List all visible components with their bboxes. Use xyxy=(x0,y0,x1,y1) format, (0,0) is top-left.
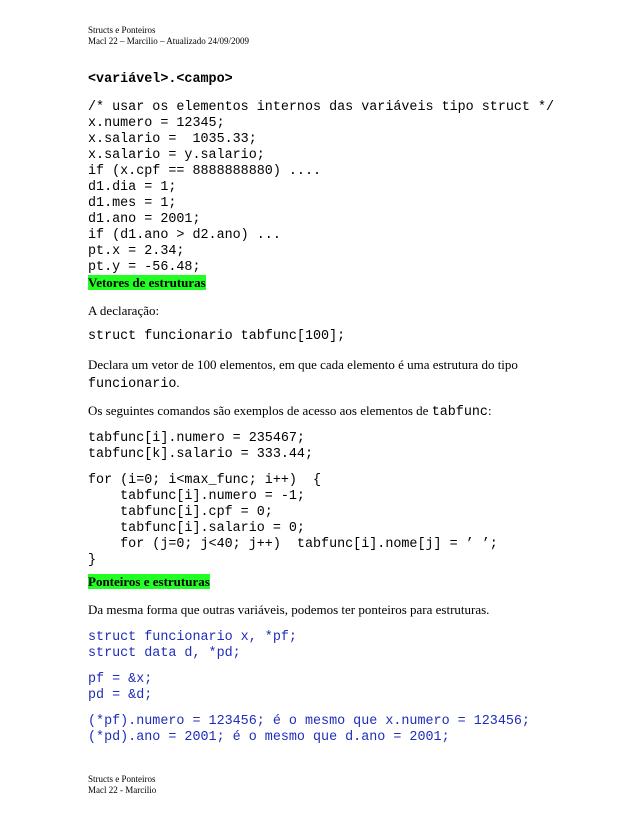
declares-type: funcionario xyxy=(88,377,177,392)
examples-paragraph xyxy=(88,403,492,421)
examples-text: Os seguintes comandos são exemplos de acesso aos elementos de xyxy=(88,403,429,418)
declares-paragraph xyxy=(88,357,518,393)
examples-end: : xyxy=(487,403,492,418)
section-heading-vetores xyxy=(88,275,206,291)
footer-title: Structs e Ponteiros xyxy=(88,774,156,784)
syntax-title: <variável>.<campo> xyxy=(88,72,233,87)
code-block-pointer-deref: (*pf).numero = 123456; é o mesmo que x.numero = 123456; (*pd).ano = 2001; é o mesmo que d.ano = 2001; xyxy=(88,714,530,745)
section-title-vetores: Vetores de estruturas xyxy=(88,275,206,290)
header-title: Structs e Ponteiros xyxy=(88,25,156,35)
declaration-code: struct funcionario tabfunc[100]; xyxy=(88,329,346,344)
page-header xyxy=(88,25,249,47)
pointers-paragraph: Da mesma forma que outras variáveis, podemos ter ponteiros para estruturas. xyxy=(88,602,490,617)
declares-end: . xyxy=(176,375,180,390)
declares-text: Declara um vetor de 100 elementos, em que cada elemento é uma estrutura do tipo xyxy=(88,357,518,372)
code-block-struct-access: /* usar os elementos internos das variáveis tipo struct */ x.numero = 12345; x.salario = 1035.33; x.salario = y.salario; if (x.cpf == 8888888880) .... d1.dia = 1; d1.mes = 1; d1.ano = 2001; if (d1.ano > d2.ano) ... pt.x = 2.34; pt.y = -56.48; xyxy=(88,100,555,275)
code-block-array-access: tabfunc[i].numero = 235467; tabfunc[k].salario = 333.44; xyxy=(88,431,313,462)
section-heading-ponteiros xyxy=(88,574,210,590)
footer-subtitle: Macl 22 - Marcilio xyxy=(88,785,157,795)
examples-var: tabfunc xyxy=(431,405,488,420)
code-block-pointer-assignments: pf = &x; pd = &d; xyxy=(88,672,153,703)
page-footer xyxy=(88,774,156,796)
section-title-ponteiros: Ponteiros e estruturas xyxy=(88,574,210,589)
code-block-for-loop: for (i=0; i<max_func; i++) { tabfunc[i].numero = -1; tabfunc[i].cpf = 0; tabfunc[i].salario = 0; for (j=0; j<40; j++) tabfunc[i].nome[j] = ’ ’; } xyxy=(88,473,498,568)
declaration-label: A declaração: xyxy=(88,303,160,318)
declares-type-line xyxy=(88,375,518,393)
code-block-pointer-declarations: struct funcionario x, *pf; struct data d, *pd; xyxy=(88,630,297,661)
header-subtitle: Macl 22 – Marcilio – Atualizado 24/09/2009 xyxy=(88,36,249,46)
